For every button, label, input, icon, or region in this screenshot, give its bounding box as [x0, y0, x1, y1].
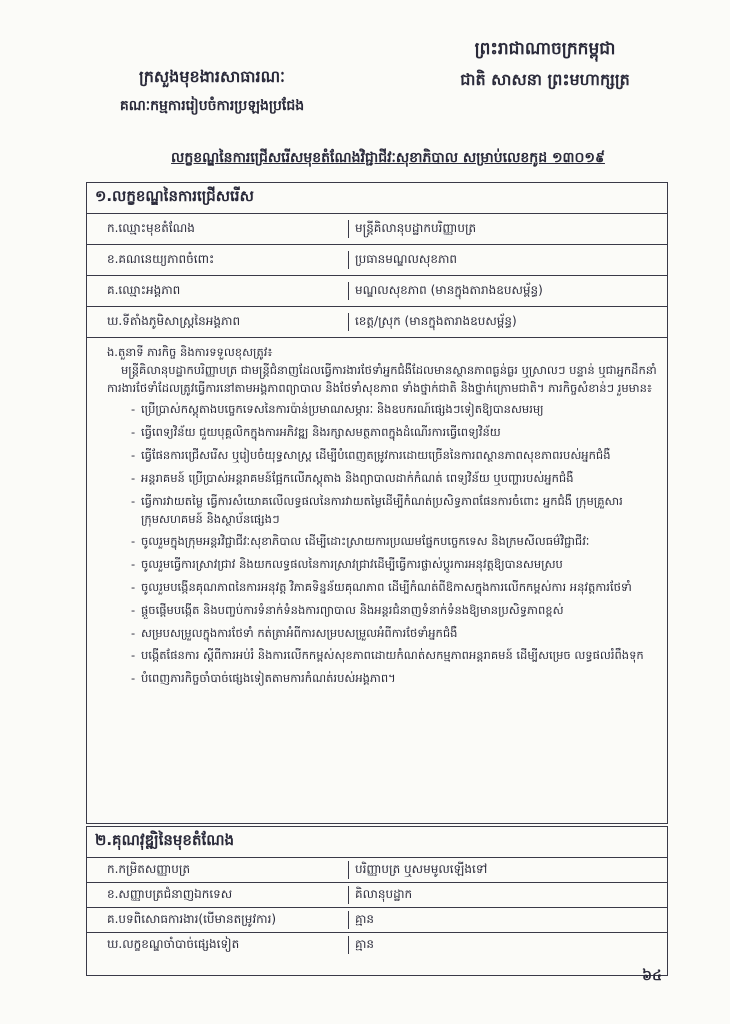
table-row [87, 883, 667, 908]
row-label: ខ.គណនេយ្យភាពចំពោះ [87, 251, 349, 269]
duties-intro: មន្ត្រីគិលានុបដ្ឋាកបរិញ្ញាបត្រ ជាមន្ត្រីជំនាញដែលធ្វើការងារថែទាំអ្នកជំងឺដែលមានស្ថានភាពធ្ងន់ធ្ងរ ឬស្រាលៗ បន្ទាន់ ឬជាអ្នកដឹកនាំការងារថែទាំដែលត្រូវធ្វើការនៅតាមអង្គភាពព្យាបាល និងថែទាំសុខភាព ទាំងថ្នាក់ជាតិ និងថ្នាក់ក្រោមជាតិ។ ភារកិច្ចសំខាន់ៗ រួមមាន៖ [107, 362, 657, 395]
row-label: ខ.សញ្ញាបត្រជំនាញឯកទេស [87, 886, 349, 904]
list-item: - ផ្តួចផ្តើមបង្កើត និងបញ្ចប់ការទំនាក់ទំនងការព្យាបាល និងអន្តរជំនាញទំនាក់ទំនងឱ្យមានប្រសិទ្ធភាពខ្ពស់ [131, 602, 657, 620]
national-motto: ជាតិ សាសនា ព្រះមហាក្សត្រ [460, 70, 630, 89]
row-label: គ.ឈ្មោះអង្គភាព [87, 282, 349, 300]
section2-title: ២.គុណវុឌ្ឍិនៃមុខតំណែង [87, 827, 667, 858]
table-row [87, 245, 667, 276]
kingdom-name: ព្រះរាជាណាចក្រកម្ពុជា [474, 39, 616, 59]
section-selection-conditions [86, 182, 668, 824]
row-label: ក.ឈ្មោះមុខតំណែង [87, 220, 349, 238]
row-label: ក.កម្រិតសញ្ញាបត្រ [87, 861, 349, 879]
list-item: - បំពេញភារកិច្ចចាំបាច់ផ្សេងទៀតតាមការកំណត់របស់អង្គភាព។ [131, 670, 657, 688]
list-item: - ចូលរួមបង្កើនគុណភាពនៃការអនុវត្ត វិភាគទិន្នន័យគុណភាព ដើម្បីកំណត់ពីឱកាសក្នុងការលើកកម្ពស់ការ អនុវត្តការថែទាំ [131, 579, 657, 597]
ministry-name: ក្រសួងមុខងារសាធារណៈ [139, 67, 285, 86]
list-item: - បង្កើតផែនការ ស្តីពីការអប់រំ និងការលើកកម្ពស់សុខភាពដោយកំណត់សកម្មភាពអន្តរាគមន៍ ដើម្បីសម្រេច លទ្ធផលរំពឹងទុក [131, 647, 657, 665]
kingdom-header [430, 38, 660, 93]
document-title: លក្ខខណ្ឌនៃការជ្រើសរើសមុខតំណែងវិជ្ជាជីវៈសុខាភិបាល សម្រាប់លេខកូដ ១៣០១៩ [171, 150, 605, 166]
section-qualifications [86, 826, 668, 976]
list-item: - ធ្វើផែនការជ្រើសរើស ឬរៀបចំយុទ្ធសាស្ត្រ ដើម្បីបំពេញតម្រូវការដោយច្រើននៃការពស្ថានភាពសុខភាពរបស់អ្នកជំងឺ [131, 447, 657, 465]
list-item: - ចូលរួមក្នុងក្រុមអន្តរវិជ្ជាជីវៈសុខាភិបាល ដើម្បីដោះស្រាយការប្រឈមផ្នែកបច្ចេកទេស និងក្រមសីលធម៌វិជ្ជាជីវៈ [131, 533, 657, 551]
row-value: មណ្ឌលសុខភាព (មានក្នុងតារាងឧបសម្ព័ន្ធ) [355, 283, 543, 297]
table-row [87, 908, 667, 933]
row-label: គ.បទពិសោធការងារ(បើមានតម្រូវការ) [87, 911, 349, 929]
row-value: បរិញ្ញាបត្រ ឬសមមូលឡើងទៅ [355, 862, 488, 876]
page-number: ៦៤ [642, 968, 662, 984]
row-value: មន្ត្រីគិលានុបដ្ឋាកបរិញ្ញាបត្រ [355, 221, 477, 235]
duties-block [87, 338, 667, 697]
row-value: គិលានុបដ្ឋាក [355, 887, 413, 901]
ministry-header [92, 66, 332, 117]
section1-title: ១.លក្ខខណ្ឌនៃការជ្រើសរើស [87, 183, 667, 214]
list-item: - អន្តរាគមន៍ ប្រើប្រាស់អន្តរាគមន៍ផ្អែកលើភស្តុតាង និងព្យាបាលដាក់កំណត់ ពេទ្យវិន័យ ឬបញ្ហារបស់អ្នកជំងឺ [131, 470, 657, 488]
list-item: - សម្របសម្រួលក្នុងការថែទាំ កត់ត្រាអំពីការសម្របសម្រួលអំពីការថែទាំអ្នកជំងឺ [131, 625, 657, 643]
list-item: - ធ្វើការវាយតម្លៃ ធ្វើការសំយោគលើលទ្ធផលនៃការវាយតម្លៃដើម្បីកំណត់ប្រសិទ្ធភាពផែនការចំពោះ អ្នកជំងឺ ក្រុមគ្រួសារ ក្រុមសហគមន៍ និងស្ថាប័នផ្សេងៗ [131, 493, 657, 529]
committee-name: គណៈកម្មការរៀបចំការប្រឡងប្រជែង [119, 98, 305, 114]
row-value: ខេត្ត/ស្រុក (មានក្នុងតារាងឧបសម្ព័ន្ធ) [355, 314, 517, 328]
list-item: - ប្រើប្រាស់កស្តុតាងបច្ចេកទេសនៃការប៉ាន់ប្រមាណសម្ភារៈ និងឧបករណ៍ផ្សេងៗទៀតឱ្យបានសមរម្យ [131, 401, 657, 419]
duties-list [107, 401, 657, 688]
duties-heading: ង.តួនាទី ភារកិច្ច និងការទទួលខុសត្រូវ៖ [107, 345, 273, 359]
list-item: - ធ្វើពេទ្យវិន័យ ជួយបុគ្គលិកក្នុងការអភិវឌ្ឍ និងរក្សាសមត្ថភាពក្នុងដំណើរការធ្វើពេទ្យវិន័យ [131, 424, 657, 442]
row-value: គ្មាន [355, 937, 375, 951]
table-row [87, 214, 667, 245]
row-value: គ្មាន [355, 912, 375, 926]
row-label: ឃ.ទីតាំងភូមិសាស្ត្រនៃអង្គភាព [87, 313, 349, 331]
table-row [87, 276, 667, 307]
list-item: - ចូលរួមធ្វើការស្រាវជ្រាវ និងយកលទ្ធផលនៃការស្រាវជ្រាវដើម្បីធ្វើការផ្លាស់ប្តូរការអនុវត្តឱ្យបានសមស្រប [131, 556, 657, 574]
table-row [87, 933, 667, 957]
table-row [87, 858, 667, 883]
row-value: ប្រធានមណ្ឌលសុខភាព [355, 252, 458, 266]
row-label: ឃ.លក្ខខណ្ឌចាំបាច់ផ្សេងទៀត [87, 936, 349, 954]
table-row [87, 307, 667, 338]
